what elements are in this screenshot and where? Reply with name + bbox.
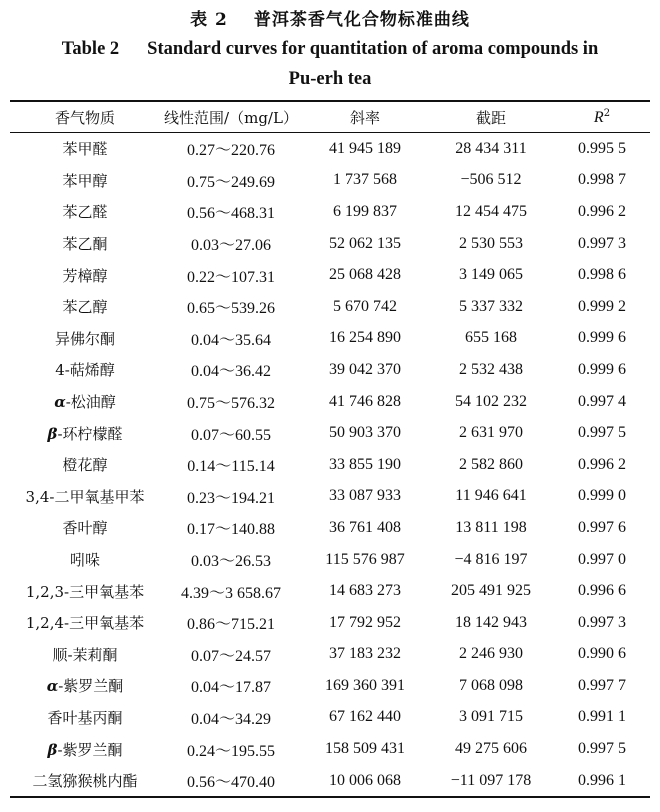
cell-r2: 0.999 6 bbox=[578, 329, 626, 347]
cell-range: 0.22～107.31 bbox=[186, 268, 275, 286]
cell-r2: 0.997 5 bbox=[578, 424, 626, 442]
table-row bbox=[10, 449, 650, 481]
compound-prefix: α bbox=[54, 393, 66, 412]
compound-name: 苯甲醛 bbox=[62, 140, 108, 159]
cell-range: 0.04～17.87 bbox=[190, 679, 271, 697]
cell-compound bbox=[10, 323, 160, 355]
table-row bbox=[10, 481, 650, 513]
cell-intercept: 28 434 311 bbox=[455, 139, 527, 157]
compound-name: 顺-茉莉酮 bbox=[52, 645, 118, 664]
cell-compound bbox=[10, 133, 160, 165]
cell-slope: 39 042 370 bbox=[329, 360, 401, 378]
table-row bbox=[10, 575, 650, 607]
cell-slope: 50 903 370 bbox=[329, 424, 401, 442]
table-row bbox=[10, 133, 650, 165]
cell-compound bbox=[10, 607, 160, 639]
cell-r2: 0.997 6 bbox=[578, 518, 626, 536]
cell-range: 0.56～470.40 bbox=[186, 774, 275, 792]
compound-name: -松油醇 bbox=[65, 393, 116, 412]
cell-r2: 0.996 1 bbox=[578, 771, 626, 789]
cell-intercept: 2 530 553 bbox=[459, 234, 523, 252]
cell-slope: 67 162 440 bbox=[329, 708, 401, 726]
compound-prefix: β bbox=[47, 740, 58, 759]
cell-compound bbox=[10, 196, 160, 228]
r2-exponent: 2 bbox=[603, 107, 611, 119]
cell-range: 0.56～468.31 bbox=[186, 205, 275, 223]
compound-name: 香叶基丙酮 bbox=[47, 708, 123, 727]
cell-range: 0.03～27.06 bbox=[190, 237, 271, 255]
compound-name: 1,2,3-三甲氧基苯 bbox=[25, 582, 145, 601]
cell-slope: 25 068 428 bbox=[329, 266, 401, 284]
cell-intercept: −4 816 197 bbox=[454, 550, 528, 568]
cell-slope: 6 199 837 bbox=[333, 202, 397, 220]
cell-intercept: 7 068 098 bbox=[459, 676, 523, 694]
table-row bbox=[10, 670, 650, 702]
cell-r2: 0.996 2 bbox=[578, 202, 626, 220]
cell-range: 0.27～220.76 bbox=[186, 142, 275, 160]
compound-prefix: α bbox=[46, 677, 59, 696]
cell-intercept: 2 582 860 bbox=[459, 455, 523, 473]
cell-compound bbox=[10, 702, 160, 734]
header-intercept: 截距 bbox=[475, 108, 506, 127]
cell-r2: 0.997 3 bbox=[578, 613, 626, 631]
cell-intercept: 11 946 641 bbox=[455, 487, 527, 505]
cell-range: 0.86～715.21 bbox=[186, 616, 275, 634]
cell-intercept: −11 097 178 bbox=[450, 771, 532, 789]
cell-compound bbox=[10, 544, 160, 576]
cell-r2: 0.998 6 bbox=[578, 266, 626, 284]
cell-slope: 36 761 408 bbox=[329, 518, 401, 536]
cell-intercept: 655 168 bbox=[465, 329, 517, 347]
cell-compound bbox=[10, 165, 160, 197]
cell-slope: 16 254 890 bbox=[329, 329, 401, 347]
cell-intercept: 13 811 198 bbox=[455, 518, 527, 536]
table-row bbox=[10, 607, 650, 639]
r2-symbol: R bbox=[593, 108, 604, 126]
cell-range: 0.75～249.69 bbox=[186, 173, 275, 191]
cell-range: 0.75～576.32 bbox=[186, 395, 275, 413]
header-r2 bbox=[554, 101, 650, 133]
cell-intercept: 18 142 943 bbox=[455, 613, 527, 631]
cell-compound bbox=[10, 228, 160, 260]
table-row bbox=[10, 544, 650, 576]
cell-r2: 0.997 7 bbox=[578, 676, 626, 694]
cell-r2: 0.997 3 bbox=[578, 234, 626, 252]
compound-name: 异佛尔酮 bbox=[54, 329, 115, 348]
cell-range: 4.39～3 658.67 bbox=[180, 584, 281, 602]
header-range: 线性范围/（mg/L） bbox=[164, 108, 298, 127]
cell-r2: 0.996 2 bbox=[578, 455, 626, 473]
cell-range: 0.07～24.57 bbox=[190, 647, 271, 665]
cell-compound bbox=[10, 481, 160, 513]
compound-name: 1,2,4-三甲氧基苯 bbox=[25, 614, 145, 633]
cell-compound bbox=[10, 354, 160, 386]
table-row bbox=[10, 196, 650, 228]
table-label-en: Table 2 bbox=[61, 39, 120, 59]
compound-name: 香叶醇 bbox=[62, 519, 108, 538]
cell-range: 0.07～60.55 bbox=[190, 426, 271, 444]
compound-name: -紫罗兰酮 bbox=[57, 740, 123, 759]
cell-r2: 0.990 6 bbox=[578, 645, 626, 663]
cell-slope: 37 183 232 bbox=[329, 645, 401, 663]
table-title-cn bbox=[10, 6, 650, 34]
compound-name: 苯乙醇 bbox=[62, 298, 108, 317]
cell-intercept: 3 149 065 bbox=[459, 266, 523, 284]
cell-slope: 33 087 933 bbox=[329, 487, 401, 505]
cell-range: 0.04～35.64 bbox=[190, 331, 271, 349]
cell-r2: 0.997 0 bbox=[578, 550, 626, 568]
cell-range: 0.04～36.42 bbox=[190, 363, 271, 381]
table-row bbox=[10, 733, 650, 765]
cell-intercept: 54 102 232 bbox=[455, 392, 527, 410]
cell-r2: 0.995 5 bbox=[578, 139, 626, 157]
cell-r2: 0.999 2 bbox=[578, 297, 626, 315]
table-row bbox=[10, 354, 650, 386]
table-header-row bbox=[10, 101, 650, 133]
cell-intercept: 205 491 925 bbox=[451, 582, 531, 600]
cell-slope: 5 670 742 bbox=[333, 297, 397, 315]
cell-compound bbox=[10, 575, 160, 607]
cell-range: 0.23～194.21 bbox=[186, 489, 275, 507]
cell-intercept: 2 631 970 bbox=[459, 424, 523, 442]
table-label-cn: 表 2 bbox=[190, 10, 228, 30]
table-title-en bbox=[10, 34, 650, 94]
table-row bbox=[10, 702, 650, 734]
table-body bbox=[10, 133, 650, 798]
cell-slope: 41 746 828 bbox=[329, 392, 401, 410]
cell-range: 0.14～115.14 bbox=[187, 458, 275, 476]
cell-compound bbox=[10, 259, 160, 291]
table-row bbox=[10, 323, 650, 355]
cell-slope: 52 062 135 bbox=[329, 234, 401, 252]
cell-slope: 14 683 273 bbox=[329, 582, 401, 600]
compound-name: 苯甲醇 bbox=[62, 171, 108, 190]
cell-compound bbox=[10, 733, 160, 765]
cell-slope: 17 792 952 bbox=[329, 613, 401, 631]
cell-intercept: 3 091 715 bbox=[459, 708, 523, 726]
compound-prefix: β bbox=[47, 424, 58, 443]
table-row bbox=[10, 639, 650, 671]
table-row bbox=[10, 386, 650, 418]
table-row bbox=[10, 765, 650, 798]
table-row bbox=[10, 417, 650, 449]
cell-slope: 10 006 068 bbox=[329, 771, 401, 789]
cell-r2: 0.999 0 bbox=[578, 487, 626, 505]
cell-range: 0.17～140.88 bbox=[186, 521, 275, 539]
cell-slope: 115 576 987 bbox=[325, 550, 405, 568]
compound-name: 苯乙酮 bbox=[62, 235, 108, 254]
cell-compound bbox=[10, 291, 160, 323]
cell-r2: 0.997 5 bbox=[578, 740, 626, 758]
cell-range: 0.04～34.29 bbox=[190, 710, 271, 728]
compound-name: 3,4-二甲氧基甲苯 bbox=[25, 487, 145, 506]
standard-curves-table bbox=[10, 100, 650, 798]
cell-compound bbox=[10, 386, 160, 418]
cell-range: 0.03～26.53 bbox=[190, 553, 271, 571]
table-caption-en-line1: Standard curves for quantitation of aroma compounds in bbox=[147, 39, 599, 59]
compound-name: -紫罗兰酮 bbox=[58, 677, 124, 696]
compound-name: 橙花醇 bbox=[62, 456, 108, 475]
cell-intercept: 12 454 475 bbox=[455, 202, 527, 220]
cell-r2: 0.997 4 bbox=[578, 392, 626, 410]
cell-slope: 41 945 189 bbox=[329, 139, 401, 157]
table-row bbox=[10, 228, 650, 260]
cell-compound bbox=[10, 512, 160, 544]
cell-compound bbox=[10, 670, 160, 702]
cell-slope: 158 509 431 bbox=[325, 740, 405, 758]
cell-compound bbox=[10, 417, 160, 449]
header-compound: 香气物质 bbox=[54, 108, 115, 127]
table-caption-en-line2: Pu-erh tea bbox=[288, 69, 372, 89]
cell-r2: 0.991 1 bbox=[578, 708, 626, 726]
compound-name: 苯乙醛 bbox=[62, 203, 108, 222]
cell-intercept: 2 246 930 bbox=[459, 645, 523, 663]
cell-compound bbox=[10, 449, 160, 481]
cell-r2: 0.998 7 bbox=[578, 171, 626, 189]
cell-intercept: 49 275 606 bbox=[455, 740, 527, 758]
header-slope: 斜率 bbox=[349, 108, 380, 127]
compound-name: 二氢猕猴桃内酯 bbox=[32, 772, 138, 791]
cell-slope: 169 360 391 bbox=[325, 676, 405, 694]
cell-range: 0.65～539.26 bbox=[186, 300, 275, 318]
cell-intercept: −506 512 bbox=[460, 171, 522, 189]
table-figure bbox=[10, 0, 650, 798]
compound-name: 芳樟醇 bbox=[62, 266, 108, 285]
compound-name: -环柠檬醛 bbox=[57, 424, 123, 443]
table-row bbox=[10, 165, 650, 197]
compound-name: 吲哚 bbox=[69, 551, 100, 570]
table-row bbox=[10, 259, 650, 291]
cell-r2: 0.996 6 bbox=[578, 582, 626, 600]
cell-intercept: 2 532 438 bbox=[459, 360, 523, 378]
table-row bbox=[10, 291, 650, 323]
cell-slope: 1 737 568 bbox=[333, 171, 397, 189]
table-row bbox=[10, 512, 650, 544]
cell-intercept: 5 337 332 bbox=[459, 297, 523, 315]
cell-range: 0.24～195.55 bbox=[186, 742, 275, 760]
cell-compound bbox=[10, 765, 160, 798]
cell-r2: 0.999 6 bbox=[578, 360, 626, 378]
cell-compound bbox=[10, 639, 160, 671]
cell-slope: 33 855 190 bbox=[329, 455, 401, 473]
compound-name: 4-萜烯醇 bbox=[55, 361, 115, 380]
table-caption-cn: 普洱茶香气化合物标准曲线 bbox=[253, 10, 470, 30]
